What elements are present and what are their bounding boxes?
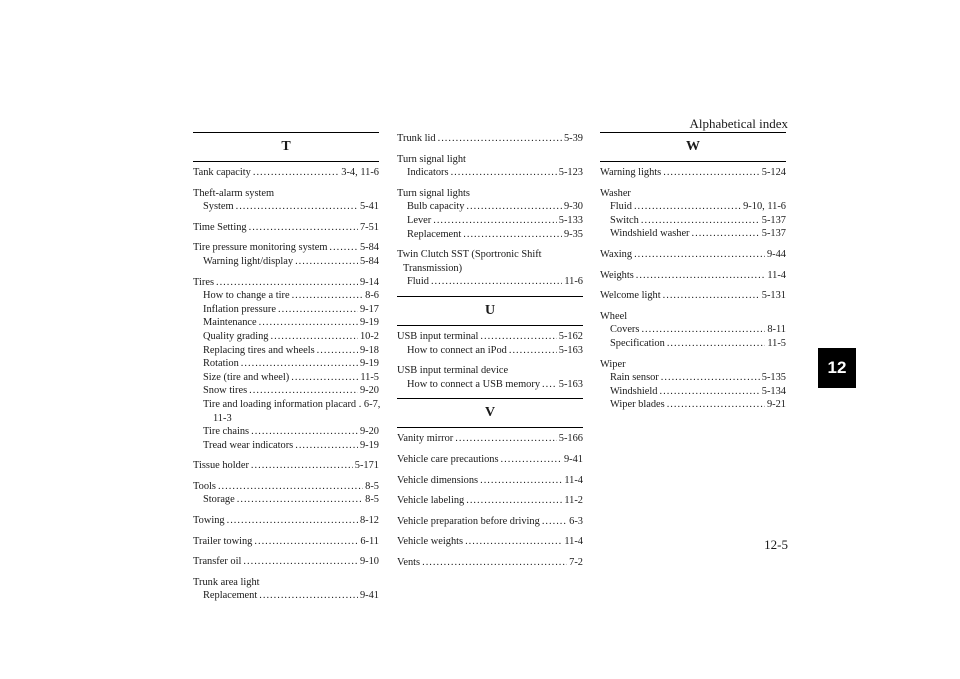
running-header-title: Alphabetical index bbox=[689, 116, 788, 131]
index-term: Turn signal light bbox=[397, 153, 466, 165]
dot-leader bbox=[466, 200, 562, 214]
page-reference[interactable]: 5-39 bbox=[563, 133, 583, 144]
index-column-2 bbox=[397, 132, 583, 576]
index-entry bbox=[193, 187, 379, 214]
dot-leader bbox=[661, 371, 760, 385]
index-subentry bbox=[397, 228, 583, 242]
entry-label: Towing bbox=[193, 515, 225, 527]
entry-label: Rotation bbox=[203, 358, 239, 370]
entry-label: Vehicle dimensions bbox=[397, 474, 479, 486]
page-reference[interactable]: 9-20 bbox=[359, 385, 379, 397]
page-reference[interactable]: 5-137 bbox=[761, 214, 786, 226]
index-entry bbox=[397, 556, 583, 570]
page-reference[interactable]: 11-5 bbox=[360, 371, 379, 383]
index-subentry bbox=[193, 289, 379, 303]
dot-leader bbox=[480, 474, 562, 488]
page-reference[interactable]: 5-41 bbox=[359, 201, 379, 213]
index-term: Theft-alarm system bbox=[193, 187, 275, 199]
index-subentry bbox=[397, 166, 583, 180]
dot-leader bbox=[509, 344, 557, 358]
entry-label: Windshield washer bbox=[610, 228, 690, 240]
index-term: Twin Clutch SST (Sportronic Shift bbox=[397, 249, 542, 261]
entry-label: Weights bbox=[600, 269, 634, 281]
dot-leader bbox=[236, 200, 358, 214]
index-entry bbox=[397, 153, 583, 180]
dot-leader bbox=[271, 330, 358, 344]
index-entry bbox=[600, 269, 786, 283]
page-reference[interactable]: 5-171 bbox=[354, 460, 379, 472]
entry-label: System bbox=[203, 201, 234, 213]
entry-label: How to connect an iPod bbox=[407, 344, 507, 356]
index-term bbox=[600, 166, 786, 180]
index-term: 11-3 bbox=[213, 412, 232, 424]
index-term: Wiper bbox=[600, 358, 626, 370]
index-entry bbox=[600, 289, 786, 303]
section-letter-heading: U bbox=[397, 296, 583, 326]
index-term bbox=[193, 514, 379, 528]
index-subentry bbox=[193, 384, 379, 398]
entry-label: Indicators bbox=[407, 167, 449, 179]
index-entry bbox=[600, 248, 786, 262]
page-reference[interactable]: 9-19 bbox=[359, 439, 379, 451]
page-reference[interactable]: 5-124 bbox=[761, 167, 786, 178]
dot-leader bbox=[438, 132, 562, 146]
entry-label: Vehicle preparation before driving bbox=[397, 515, 540, 527]
dot-leader bbox=[634, 248, 765, 262]
entry-label: Inflation pressure bbox=[203, 303, 276, 315]
page-reference[interactable]: 5-133 bbox=[558, 214, 583, 226]
index-term bbox=[397, 432, 583, 446]
page-reference[interactable]: 9-44 bbox=[766, 248, 786, 260]
dot-leader bbox=[295, 255, 358, 269]
entry-label: Wiper blades bbox=[610, 399, 665, 411]
entry-label: Lever bbox=[407, 214, 432, 226]
dot-leader bbox=[422, 556, 567, 570]
index-subentry bbox=[193, 303, 379, 317]
dot-leader bbox=[641, 214, 760, 228]
index-entry bbox=[193, 480, 379, 507]
entry-label: Tank capacity bbox=[193, 167, 251, 178]
index-subentry bbox=[193, 316, 379, 330]
index-entry bbox=[397, 330, 583, 357]
page-reference[interactable]: 11-4 bbox=[767, 269, 786, 281]
dot-leader bbox=[480, 330, 556, 344]
entry-label: Windshield bbox=[610, 385, 658, 397]
page-reference[interactable]: 5-84 bbox=[359, 255, 379, 267]
page-reference[interactable]: 8-6 bbox=[365, 290, 379, 302]
index-entry bbox=[193, 535, 379, 549]
page-reference[interactable]: 9-19 bbox=[359, 317, 379, 329]
index-entry bbox=[397, 187, 583, 241]
dot-leader bbox=[227, 514, 358, 528]
index-term bbox=[193, 480, 379, 494]
page-reference[interactable]: 8-11 bbox=[767, 324, 786, 336]
index-term bbox=[600, 289, 786, 303]
entry-label: Waxing bbox=[600, 248, 633, 260]
dot-leader bbox=[641, 323, 765, 337]
page-reference[interactable]: 11-4 bbox=[564, 474, 583, 486]
dot-leader bbox=[249, 384, 358, 398]
index-entry bbox=[193, 576, 379, 603]
section-letter-heading: V bbox=[397, 398, 583, 428]
page-reference[interactable]: 9-14 bbox=[359, 276, 379, 288]
dot-leader bbox=[295, 439, 358, 453]
page-reference[interactable]: 10-2 bbox=[359, 330, 379, 342]
dot-leader bbox=[431, 275, 562, 289]
index-subentry bbox=[600, 323, 786, 337]
index-entry bbox=[397, 515, 583, 529]
index-entry bbox=[193, 555, 379, 569]
index-entry bbox=[193, 221, 379, 235]
index-term: Wheel bbox=[600, 310, 628, 322]
entry-label: Maintenance bbox=[203, 317, 257, 329]
page-number: 12-5 bbox=[764, 537, 788, 552]
index-term: Washer bbox=[600, 187, 631, 199]
index-term bbox=[600, 269, 786, 283]
index-entry bbox=[397, 432, 583, 446]
dot-leader bbox=[241, 357, 358, 371]
section-letter-heading: W bbox=[600, 132, 786, 162]
dot-leader bbox=[243, 555, 358, 569]
page-reference[interactable]: 11-4 bbox=[564, 536, 583, 548]
page-reference[interactable]: 5-135 bbox=[761, 372, 786, 384]
dot-leader bbox=[667, 398, 765, 412]
dot-leader bbox=[466, 494, 562, 508]
page-reference[interactable]: 9-21 bbox=[766, 399, 786, 411]
index-subentry bbox=[193, 330, 379, 344]
page-reference[interactable]: 5-163 bbox=[558, 378, 583, 390]
entry-label: Warning light/display bbox=[203, 255, 294, 267]
page-reference[interactable]: 9-18 bbox=[359, 344, 379, 356]
page-reference[interactable]: 8-5 bbox=[365, 494, 379, 506]
index-term bbox=[397, 494, 583, 508]
index-entry bbox=[600, 358, 786, 412]
page-reference[interactable]: 11-5 bbox=[767, 337, 786, 349]
index-term bbox=[397, 330, 583, 344]
dot-leader bbox=[253, 166, 339, 180]
dot-leader bbox=[254, 535, 358, 549]
dot-leader bbox=[465, 535, 562, 549]
index-subentry bbox=[193, 493, 379, 507]
entry-label: Tire chains bbox=[203, 426, 250, 438]
dot-leader bbox=[259, 589, 358, 603]
dot-leader bbox=[451, 166, 557, 180]
entry-label: Storage bbox=[203, 494, 235, 506]
index-subentry bbox=[397, 200, 583, 214]
index-term bbox=[397, 515, 583, 529]
dot-leader bbox=[218, 480, 363, 494]
page-reference[interactable]: 11-2 bbox=[564, 495, 583, 507]
page-reference[interactable]: 5-134 bbox=[761, 385, 786, 397]
entry-label: Rain sensor bbox=[610, 372, 659, 384]
index-subentry bbox=[193, 425, 379, 439]
entry-label: Vehicle care precautions bbox=[397, 453, 499, 465]
index-entry bbox=[193, 276, 379, 453]
index-term bbox=[397, 556, 583, 570]
entry-label: Trailer towing bbox=[193, 535, 253, 547]
index-entry bbox=[397, 535, 583, 549]
index-entry bbox=[193, 514, 379, 528]
index-subentry bbox=[600, 371, 786, 385]
entry-label: Replacement bbox=[203, 590, 258, 602]
dot-leader bbox=[455, 432, 556, 446]
index-term bbox=[600, 248, 786, 262]
entry-label: USB input terminal bbox=[397, 330, 479, 342]
entry-label: Switch bbox=[610, 214, 639, 226]
entry-label: Tools bbox=[193, 480, 216, 492]
dot-leader bbox=[692, 227, 760, 241]
index-entry bbox=[600, 310, 786, 351]
dot-leader bbox=[216, 276, 358, 290]
page-reference[interactable]: 5-163 bbox=[558, 344, 583, 356]
page-reference[interactable]: 7-51 bbox=[359, 221, 379, 233]
page-reference[interactable]: 9-41 bbox=[563, 453, 583, 465]
index-term bbox=[193, 221, 379, 235]
chapter-tab[interactable]: 12 bbox=[818, 348, 856, 388]
entry-label: Specification bbox=[610, 337, 665, 349]
entry-label: Tires bbox=[193, 276, 214, 288]
entry-label: Vehicle labeling bbox=[397, 495, 465, 507]
index-subentry bbox=[397, 214, 583, 228]
index-entry bbox=[193, 241, 379, 268]
dot-leader bbox=[317, 344, 358, 358]
index-subentry bbox=[193, 371, 379, 385]
index-subentry bbox=[193, 255, 379, 269]
dot-leader bbox=[663, 289, 760, 303]
dot-leader bbox=[251, 459, 353, 473]
index-term bbox=[193, 241, 379, 255]
dot-leader bbox=[542, 378, 557, 392]
index-subentry bbox=[600, 385, 786, 399]
dot-leader bbox=[501, 453, 562, 467]
index-subentry bbox=[600, 200, 786, 214]
index-term bbox=[397, 132, 583, 146]
page-reference[interactable]: 6-3 bbox=[569, 515, 583, 527]
dot-leader bbox=[249, 221, 358, 235]
dot-leader bbox=[292, 289, 364, 303]
index-subentry bbox=[600, 227, 786, 241]
dot-leader bbox=[542, 515, 567, 529]
page-reference[interactable]: 8-12 bbox=[359, 515, 379, 527]
page-reference[interactable]: 6-11 bbox=[360, 535, 379, 547]
index-term bbox=[193, 555, 379, 569]
page-reference[interactable]: 9-30 bbox=[563, 201, 583, 213]
page-reference[interactable]: 9-10, 11-6 bbox=[743, 201, 786, 213]
entry-label: Covers bbox=[610, 324, 640, 336]
index-subentry: Tire and loading information placard . 6-7, bbox=[203, 398, 381, 410]
index-entry bbox=[397, 453, 583, 467]
index-term: Trunk area light bbox=[193, 576, 260, 588]
entry-label: Replacing tires and wheels bbox=[203, 344, 315, 356]
index-entry bbox=[397, 364, 583, 391]
entry-label: Tissue holder bbox=[193, 460, 249, 472]
index-term bbox=[193, 535, 379, 549]
page-reference[interactable]: 9-19 bbox=[359, 358, 379, 370]
page-reference[interactable]: 9-35 bbox=[563, 228, 583, 240]
page-reference[interactable]: 5-166 bbox=[558, 433, 583, 445]
page-reference[interactable]: 5-84 bbox=[359, 242, 379, 254]
entry-label: Vents bbox=[397, 556, 421, 568]
index-entry bbox=[397, 474, 583, 488]
page-reference[interactable]: 9-20 bbox=[359, 426, 379, 438]
dot-leader bbox=[433, 214, 557, 228]
index-term bbox=[397, 474, 583, 488]
dot-leader bbox=[259, 316, 358, 330]
dot-leader bbox=[636, 269, 766, 283]
index-subentry bbox=[397, 378, 583, 392]
entry-label: Quality grading bbox=[203, 330, 269, 342]
dot-leader bbox=[329, 241, 358, 255]
entry-label: Time Setting bbox=[193, 221, 247, 233]
index-subentry bbox=[600, 337, 786, 351]
entry-label: Welcome light bbox=[600, 290, 661, 302]
entry-label: Bulb capacity bbox=[407, 201, 465, 213]
dot-leader bbox=[278, 303, 358, 317]
entry-label: Fluid bbox=[610, 201, 632, 213]
page-reference[interactable]: 9-17 bbox=[359, 303, 379, 315]
page-reference[interactable]: 9-10 bbox=[359, 556, 379, 568]
page-reference[interactable]: 11-6 bbox=[564, 276, 583, 288]
index-subentry bbox=[193, 357, 379, 371]
section-letter-heading: T bbox=[193, 132, 379, 162]
entry-label: Snow tires bbox=[203, 385, 248, 397]
dot-leader bbox=[660, 385, 760, 399]
index-subentry bbox=[193, 344, 379, 358]
dot-leader bbox=[237, 493, 363, 507]
dot-leader bbox=[667, 337, 766, 351]
page-reference[interactable]: 7-2 bbox=[569, 556, 583, 568]
page-reference[interactable]: 3-4, 11-6 bbox=[341, 167, 379, 178]
index-subentry bbox=[397, 344, 583, 358]
index-column-3 bbox=[600, 132, 786, 419]
index-subentry bbox=[600, 214, 786, 228]
index-entry bbox=[600, 166, 786, 180]
index-entry bbox=[397, 494, 583, 508]
entry-label: Tread wear indicators bbox=[203, 439, 294, 451]
dot-leader bbox=[663, 166, 760, 180]
index-term: USB input terminal device bbox=[397, 365, 509, 377]
entry-label: Trunk lid bbox=[397, 133, 436, 144]
index-entry bbox=[193, 459, 379, 473]
index-column-1 bbox=[193, 132, 379, 610]
entry-label: How to connect a USB memory bbox=[407, 378, 541, 390]
entry-label: How to change a tire bbox=[203, 290, 290, 302]
index-subentry bbox=[193, 589, 379, 603]
entry-label: Size (tire and wheel) bbox=[203, 371, 290, 383]
dot-leader bbox=[463, 228, 562, 242]
index-subentry bbox=[193, 439, 379, 453]
page-reference[interactable]: 8-5 bbox=[365, 480, 379, 492]
entry-label: Fluid bbox=[407, 276, 429, 288]
index-entry bbox=[193, 166, 379, 180]
index-term bbox=[193, 276, 379, 290]
index-subentry: Transmission) bbox=[403, 262, 463, 274]
index-entry bbox=[397, 248, 583, 289]
index-subentry bbox=[600, 398, 786, 412]
index-subentry bbox=[397, 275, 583, 289]
index-term bbox=[193, 459, 379, 473]
entry-label: Vehicle weights bbox=[397, 536, 464, 548]
index-term bbox=[193, 166, 379, 180]
entry-label: Vanity mirror bbox=[397, 433, 454, 445]
entry-label: Tire pressure monitoring system bbox=[193, 242, 328, 254]
dot-leader bbox=[291, 371, 358, 385]
index-term: Turn signal lights bbox=[397, 187, 470, 199]
dot-leader bbox=[251, 425, 358, 439]
entry-label: Transfer oil bbox=[193, 556, 242, 568]
page-reference[interactable]: 9-41 bbox=[359, 590, 379, 602]
index-subentry bbox=[193, 200, 379, 214]
page-reference[interactable]: 5-123 bbox=[558, 167, 583, 179]
dot-leader bbox=[634, 200, 741, 214]
entry-label: Warning lights bbox=[600, 167, 662, 178]
index-entry bbox=[600, 187, 786, 241]
page-reference[interactable]: 5-137 bbox=[761, 228, 786, 240]
index-entry bbox=[397, 132, 583, 146]
page-reference[interactable]: 5-162 bbox=[558, 330, 583, 342]
index-term bbox=[397, 535, 583, 549]
page-reference[interactable]: 5-131 bbox=[761, 290, 786, 302]
entry-label: Replacement bbox=[407, 228, 462, 240]
index-term bbox=[397, 453, 583, 467]
